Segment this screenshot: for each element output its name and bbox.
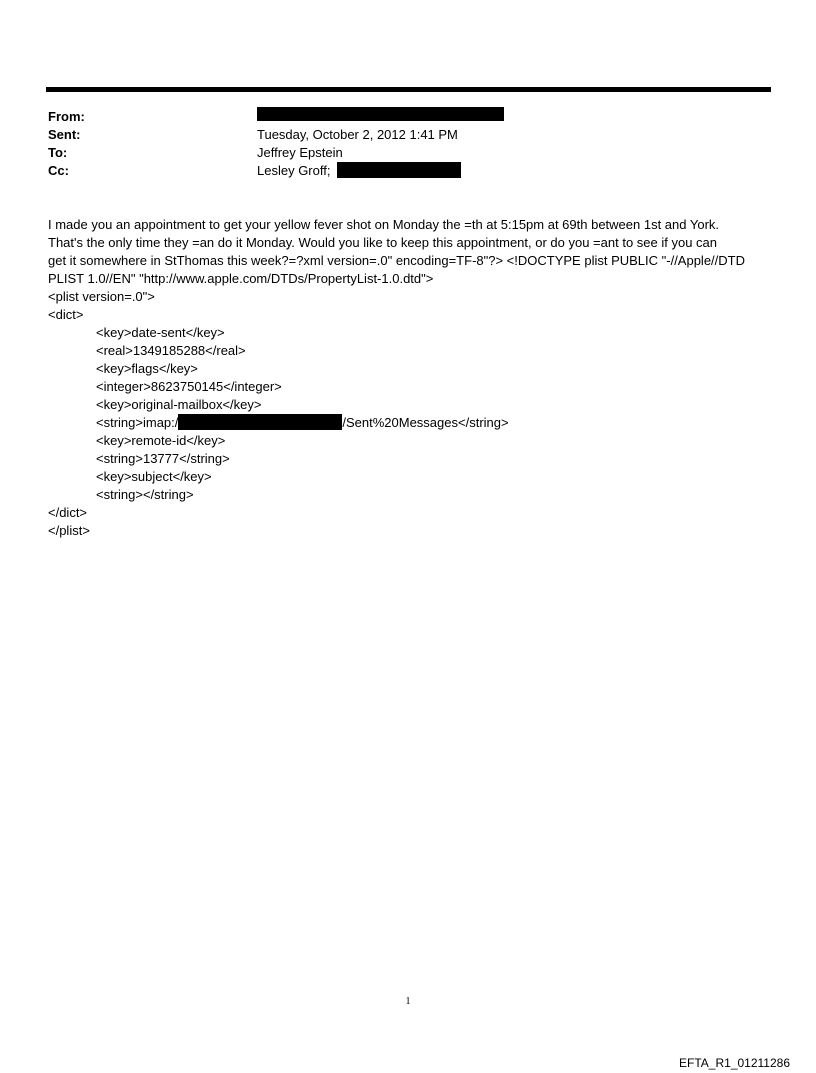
from-value (257, 107, 504, 125)
dict-line: <integer>8623750145</integer> (96, 379, 282, 394)
dict-line: <key>date-sent</key> (96, 325, 225, 340)
cc-value (257, 162, 461, 180)
dict-line: <key>remote-id</key> (96, 433, 226, 448)
body-line: <dict> (48, 307, 84, 322)
imap-suffix: /Sent%20Messages</string> (342, 415, 509, 430)
redaction-cc (337, 162, 461, 178)
imap-line (48, 414, 768, 432)
to-label: To: (48, 145, 68, 160)
dict-line: <key>original-mailbox</key> (96, 397, 262, 412)
email-body (48, 216, 768, 540)
body-line: I made you an appointment to get your yellow fever shot on Monday the =th at 5:15pm at 69th between 1st and York. (48, 217, 720, 232)
body-line: PLIST 1.0//EN" "http://www.apple.com/DTDs/PropertyList-1.0.dtd"> (48, 271, 434, 286)
dict-line: <string>13777</string> (96, 451, 230, 466)
body-line: That's the only time they =an do it Monday. Would you like to keep this appointment, or do you =ant to see if you can (48, 235, 718, 250)
dict-line: <real>1349185288</real> (96, 343, 246, 358)
imap-prefix: <string>imap:/ (96, 415, 179, 430)
sent-value: Tuesday, October 2, 2012 1:41 PM (257, 127, 458, 142)
closing-line: </plist> (48, 523, 90, 538)
body-line: get it somewhere in StThomas this week?=?xml version=.0" encoding=TF-8"?> <!DOCTYPE plist PUBLIC "-//Apple//DTD (48, 253, 745, 268)
dict-line: <string></string> (96, 487, 194, 502)
redaction-from (257, 107, 504, 121)
page-number: 1 (405, 996, 411, 1007)
cc-label: Cc: (48, 163, 69, 178)
to-value: Jeffrey Epstein (257, 145, 343, 160)
body-line: <plist version=.0"> (48, 289, 155, 304)
header-rule (46, 87, 771, 92)
closing-line: </dict> (48, 505, 88, 520)
dict-line: <key>flags</key> (96, 361, 198, 376)
from-label: From: (48, 109, 85, 124)
sent-label: Sent: (48, 127, 81, 142)
cc-name: Lesley Groff; (257, 163, 331, 178)
document-id: EFTA_R1_01211286 (679, 1056, 790, 1070)
dict-line: <key>subject</key> (96, 469, 212, 484)
redaction-imap (178, 414, 342, 430)
